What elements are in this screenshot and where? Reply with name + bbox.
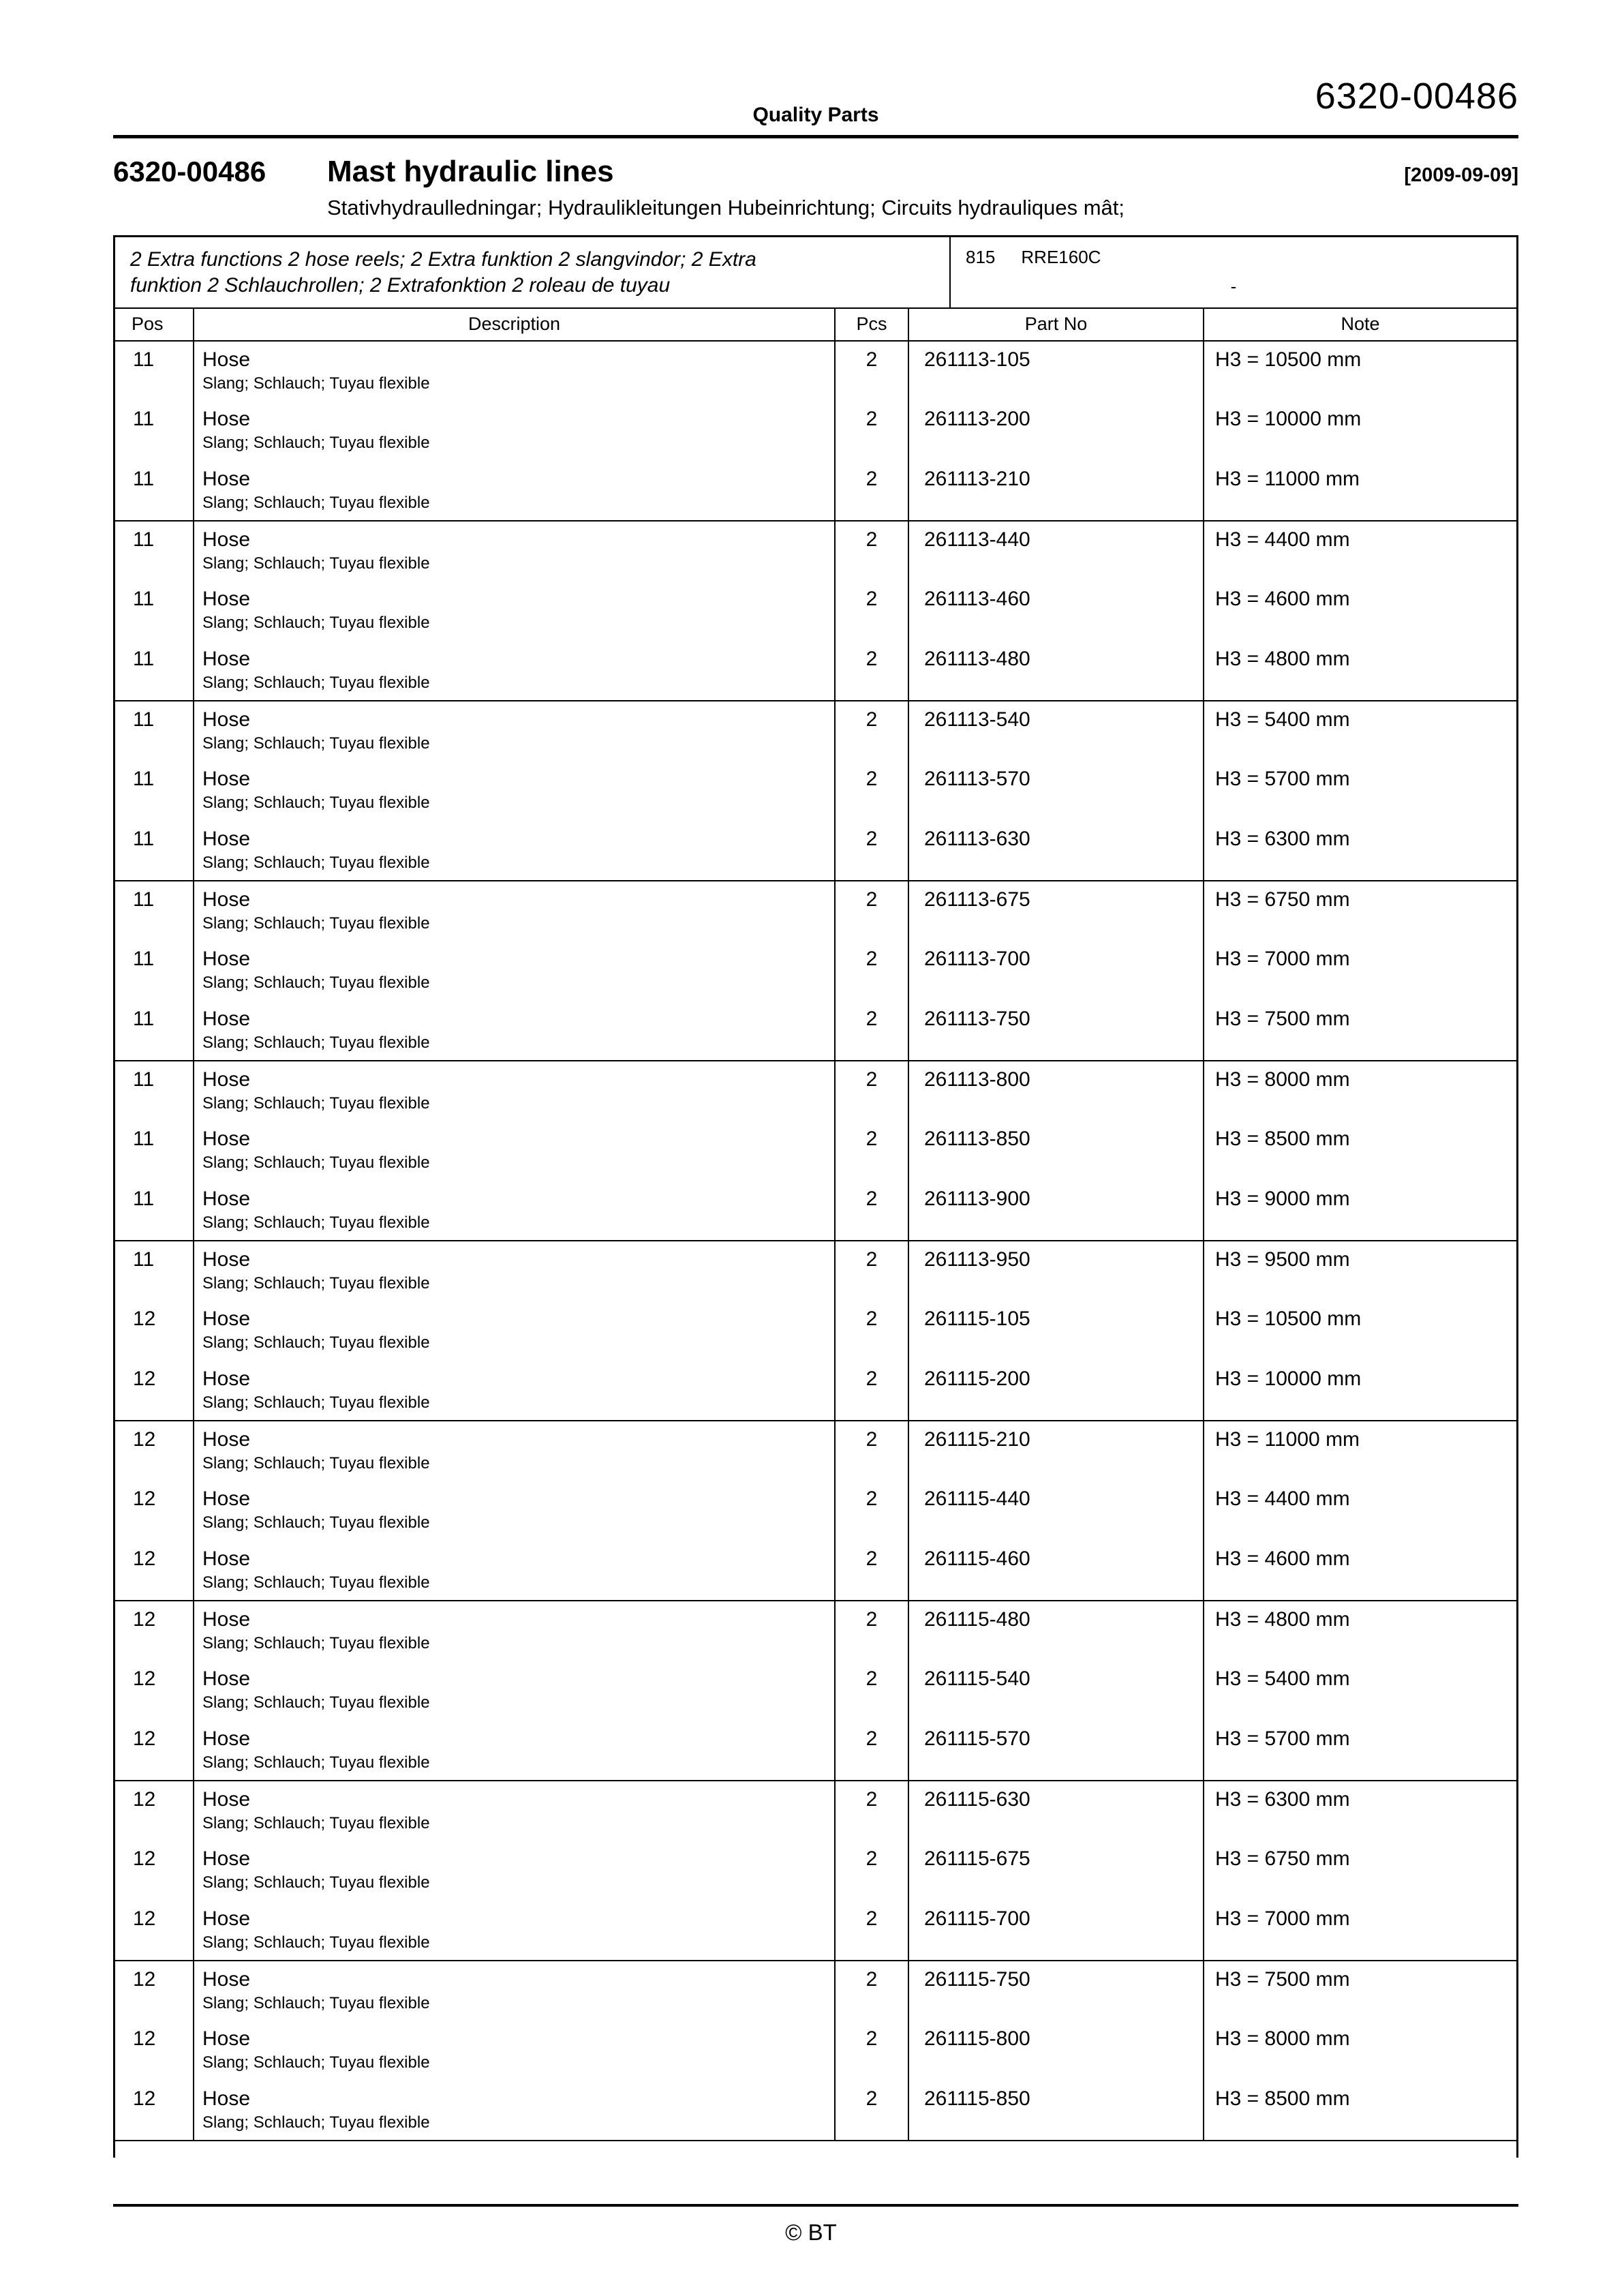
description-cell	[194, 581, 835, 641]
pcs-cell: 2	[835, 1421, 908, 1481]
table-row	[115, 1901, 1516, 1961]
description-main: Hose	[202, 708, 251, 731]
description-cell	[194, 1781, 835, 1841]
footer-copyright: © BT	[785, 2220, 837, 2245]
pcs-cell: 2	[835, 341, 908, 401]
pcs-cell: 2	[835, 521, 908, 581]
note-cell: H3 = 8000 mm	[1204, 1061, 1516, 1121]
note-cell: H3 = 5400 mm	[1204, 1661, 1516, 1721]
page-content	[113, 0, 1518, 2158]
table-cutoff	[115, 2141, 1516, 2158]
description-cell	[194, 761, 835, 821]
description-main: Hose	[202, 767, 251, 790]
description-sub: Slang; Schlauch; Tuyau flexible	[202, 1993, 430, 2012]
part-no-cell: 261115-630	[908, 1781, 1204, 1841]
description-cell	[194, 941, 835, 1001]
description-main: Hose	[202, 1547, 251, 1570]
table-row	[115, 941, 1516, 1001]
parts-table	[113, 235, 1518, 2158]
pos-cell: 11	[133, 348, 155, 371]
pcs-cell: 2	[835, 1841, 908, 1901]
description-sub: Slang; Schlauch; Tuyau flexible	[202, 913, 430, 933]
table-row	[115, 761, 1516, 821]
note-cell: H3 = 4400 mm	[1204, 1481, 1516, 1541]
note-cell: H3 = 7500 mm	[1204, 1001, 1516, 1061]
description-main: Hose	[202, 587, 251, 610]
part-no-cell: 261113-440	[908, 521, 1204, 581]
note-cell: H3 = 7500 mm	[1204, 1961, 1516, 2021]
description-sub: Slang; Schlauch; Tuyau flexible	[202, 1213, 430, 1232]
caption-line-2: funktion 2 Schlauchrollen; 2 Extrafonktion 2 roleau de tuyau	[130, 274, 671, 297]
table-row	[115, 2081, 1516, 2141]
model-cell	[951, 237, 1516, 307]
note-cell: H3 = 5700 mm	[1204, 1721, 1516, 1781]
pos-cell: 11	[133, 407, 155, 430]
description-cell	[194, 881, 835, 941]
description-cell	[194, 1361, 835, 1421]
description-cell	[194, 1061, 835, 1121]
pos-cell: 11	[115, 1001, 194, 1061]
description-sub: Slang; Schlauch; Tuyau flexible	[202, 493, 430, 512]
note-cell: H3 = 6300 mm	[1204, 1781, 1516, 1841]
pos-cell: 12	[133, 2027, 156, 2050]
description-cell	[194, 1241, 835, 1301]
table-row	[115, 881, 1516, 941]
description-sub: Slang; Schlauch; Tuyau flexible	[202, 433, 430, 452]
pos-cell: 12	[133, 1487, 156, 1510]
description-cell	[194, 401, 835, 461]
description-sub: Slang; Schlauch; Tuyau flexible	[202, 1393, 430, 1412]
description-sub: Slang; Schlauch; Tuyau flexible	[202, 1813, 430, 1832]
table-row	[115, 1541, 1516, 1601]
pos-cell: 12	[115, 1541, 194, 1601]
page-title: Mast hydraulic lines	[327, 155, 614, 188]
part-no-cell: 261115-460	[908, 1541, 1204, 1601]
description-sub: Slang; Schlauch; Tuyau flexible	[202, 1753, 430, 1772]
pcs-cell: 2	[835, 1001, 908, 1061]
description-main: Hose	[202, 1967, 251, 1991]
part-no-cell: 261113-570	[908, 761, 1204, 821]
pcs-cell: 2	[835, 2021, 908, 2081]
parts-grid	[115, 309, 1516, 2141]
description-main: Hose	[202, 2027, 251, 2050]
table-row	[115, 2021, 1516, 2081]
description-main: Hose	[202, 407, 251, 430]
header-center-title: Quality Parts	[752, 104, 879, 126]
note-cell: H3 = 6750 mm	[1204, 1841, 1516, 1901]
pcs-cell: 2	[835, 1901, 908, 1961]
col-header-pcs: Pcs	[835, 309, 908, 341]
note-cell: H3 = 4600 mm	[1204, 581, 1516, 641]
pos-cell: 11	[115, 1181, 194, 1241]
table-row	[115, 1961, 1516, 2021]
description-main: Hose	[202, 1187, 251, 1210]
part-no-cell: 261113-900	[908, 1181, 1204, 1241]
pcs-cell: 2	[835, 881, 908, 941]
pcs-cell: 2	[835, 401, 908, 461]
note-cell: H3 = 4800 mm	[1204, 1601, 1516, 1661]
note-cell: H3 = 8500 mm	[1204, 1121, 1516, 1181]
description-main: Hose	[202, 1787, 251, 1811]
description-main: Hose	[202, 1487, 251, 1510]
pos-cell: 12	[133, 1667, 156, 1690]
pcs-cell: 2	[835, 461, 908, 521]
part-no-cell: 261113-630	[908, 821, 1204, 881]
description-sub: Slang; Schlauch; Tuyau flexible	[202, 1093, 430, 1113]
note-cell: H3 = 5700 mm	[1204, 761, 1516, 821]
part-no-cell: 261115-210	[908, 1421, 1204, 1481]
table-caption-row	[115, 237, 1516, 309]
description-main: Hose	[202, 947, 251, 970]
table-row	[115, 401, 1516, 461]
part-no-cell: 261113-700	[908, 941, 1204, 1001]
table-row	[115, 821, 1516, 881]
part-no-cell: 261115-540	[908, 1661, 1204, 1721]
note-cell: H3 = 10000 mm	[1204, 401, 1516, 461]
description-cell	[194, 1721, 835, 1781]
note-cell: H3 = 9500 mm	[1204, 1241, 1516, 1301]
pos-cell: 11	[133, 1068, 155, 1091]
table-row	[115, 1601, 1516, 1661]
note-cell: H3 = 8500 mm	[1204, 2081, 1516, 2141]
header-rule	[113, 135, 1518, 138]
description-main: Hose	[202, 827, 251, 850]
part-no-cell: 261113-210	[908, 461, 1204, 521]
description-main: Hose	[202, 1428, 251, 1451]
pos-cell: 11	[133, 1248, 155, 1271]
pos-cell: 12	[133, 1607, 156, 1631]
description-cell	[194, 1661, 835, 1721]
pos-cell: 11	[133, 888, 155, 911]
pcs-cell: 2	[835, 941, 908, 1001]
description-main: Hose	[202, 1607, 251, 1631]
caption-line-1: 2 Extra functions 2 hose reels; 2 Extra funktion 2 slangvindor; 2 Extra	[130, 248, 756, 271]
description-sub: Slang; Schlauch; Tuyau flexible	[202, 1453, 430, 1472]
pos-cell: 11	[133, 1127, 155, 1150]
table-row	[115, 521, 1516, 581]
part-no-cell: 261113-750	[908, 1001, 1204, 1061]
pcs-cell: 2	[835, 1961, 908, 2021]
part-no-cell: 261115-570	[908, 1721, 1204, 1781]
part-no-cell: 261113-540	[908, 701, 1204, 761]
description-sub: Slang; Schlauch; Tuyau flexible	[202, 2113, 430, 2132]
part-no-cell: 261115-675	[908, 1841, 1204, 1901]
description-main: Hose	[202, 1007, 251, 1030]
note-cell: H3 = 6300 mm	[1204, 821, 1516, 881]
pcs-cell: 2	[835, 1061, 908, 1121]
revision-date: [2009-09-09]	[1404, 164, 1518, 186]
pos-cell: 12	[115, 1721, 194, 1781]
description-main: Hose	[202, 1248, 251, 1271]
table-row	[115, 1421, 1516, 1481]
note-cell: H3 = 4600 mm	[1204, 1541, 1516, 1601]
part-no-cell: 261115-480	[908, 1601, 1204, 1661]
description-sub: Slang; Schlauch; Tuyau flexible	[202, 554, 430, 573]
description-main: Hose	[202, 528, 251, 551]
col-header-part-no: Part No	[908, 309, 1204, 341]
description-sub: Slang; Schlauch; Tuyau flexible	[202, 1333, 430, 1352]
description-cell	[194, 1121, 835, 1181]
description-cell	[194, 1961, 835, 2021]
note-cell: H3 = 4400 mm	[1204, 521, 1516, 581]
part-no-cell: 261113-460	[908, 581, 1204, 641]
part-no-cell: 261115-750	[908, 1961, 1204, 2021]
part-no-cell: 261115-850	[908, 2081, 1204, 2141]
pcs-cell: 2	[835, 1361, 908, 1421]
model-variant: -	[1230, 276, 1237, 297]
pos-cell: 11	[133, 767, 155, 790]
description-main: Hose	[202, 1847, 251, 1870]
note-cell: H3 = 10000 mm	[1204, 1361, 1516, 1421]
pos-cell: 12	[133, 1307, 156, 1330]
col-header-pos: Pos	[115, 309, 194, 341]
table-row	[115, 1181, 1516, 1241]
pcs-cell: 2	[835, 821, 908, 881]
description-main: Hose	[202, 1667, 251, 1690]
description-main: Hose	[202, 348, 251, 371]
description-main: Hose	[202, 2087, 251, 2110]
part-no-cell: 261115-440	[908, 1481, 1204, 1541]
description-sub: Slang; Schlauch; Tuyau flexible	[202, 973, 430, 992]
description-cell	[194, 821, 835, 881]
table-header-row	[115, 309, 1516, 341]
description-cell	[194, 2081, 835, 2141]
model-name: RRE160C	[1021, 247, 1101, 267]
description-sub: Slang; Schlauch; Tuyau flexible	[202, 2053, 430, 2072]
description-cell	[194, 341, 835, 401]
description-main: Hose	[202, 1727, 251, 1750]
table-row	[115, 1241, 1516, 1301]
description-main: Hose	[202, 1307, 251, 1330]
note-cell: H3 = 8000 mm	[1204, 2021, 1516, 2081]
part-no-cell: 261113-850	[908, 1121, 1204, 1181]
pos-cell: 11	[115, 641, 194, 701]
description-main: Hose	[202, 467, 251, 490]
table-row	[115, 1481, 1516, 1541]
description-sub: Slang; Schlauch; Tuyau flexible	[202, 374, 430, 393]
description-cell	[194, 641, 835, 701]
pcs-cell: 2	[835, 1301, 908, 1361]
description-cell	[194, 1481, 835, 1541]
description-sub: Slang; Schlauch; Tuyau flexible	[202, 734, 430, 753]
note-cell: H3 = 4800 mm	[1204, 641, 1516, 701]
description-cell	[194, 1301, 835, 1361]
pos-cell: 12	[115, 1901, 194, 1961]
description-sub: Slang; Schlauch; Tuyau flexible	[202, 1693, 430, 1712]
pcs-cell: 2	[835, 1661, 908, 1721]
title-row	[113, 155, 1518, 189]
pcs-cell: 2	[835, 1721, 908, 1781]
note-cell: H3 = 7000 mm	[1204, 941, 1516, 1001]
pos-cell: 12	[115, 2081, 194, 2141]
description-cell	[194, 1421, 835, 1481]
table-row	[115, 1061, 1516, 1121]
description-cell	[194, 1181, 835, 1241]
description-main: Hose	[202, 1907, 251, 1930]
pcs-cell: 2	[835, 701, 908, 761]
pos-cell: 12	[133, 1847, 156, 1870]
doc-number: 6320-00486	[113, 155, 266, 187]
pos-cell: 11	[115, 461, 194, 521]
header-doc-number: 6320-00486	[1315, 76, 1518, 117]
table-row	[115, 1721, 1516, 1781]
note-cell: H3 = 6750 mm	[1204, 881, 1516, 941]
running-header	[113, 0, 1518, 135]
pcs-cell: 2	[835, 2081, 908, 2141]
table-row	[115, 641, 1516, 701]
pos-cell: 12	[133, 1967, 156, 1991]
description-sub: Slang; Schlauch; Tuyau flexible	[202, 1933, 430, 1952]
pcs-cell: 2	[835, 1481, 908, 1541]
part-no-cell: 261113-950	[908, 1241, 1204, 1301]
footer-rule	[113, 2204, 1518, 2207]
description-main: Hose	[202, 1068, 251, 1091]
parts-table-body	[115, 341, 1516, 2141]
description-sub: Slang; Schlauch; Tuyau flexible	[202, 853, 430, 872]
pcs-cell: 2	[835, 761, 908, 821]
part-no-cell: 261113-480	[908, 641, 1204, 701]
part-no-cell: 261115-800	[908, 2021, 1204, 2081]
model-line	[951, 247, 1516, 268]
description-main: Hose	[202, 1127, 251, 1150]
description-cell	[194, 1841, 835, 1901]
description-sub: Slang; Schlauch; Tuyau flexible	[202, 613, 430, 632]
pos-cell: 11	[133, 708, 155, 731]
description-cell	[194, 701, 835, 761]
pos-cell: 11	[133, 947, 155, 970]
description-sub: Slang; Schlauch; Tuyau flexible	[202, 673, 430, 692]
description-sub: Slang; Schlauch; Tuyau flexible	[202, 1513, 430, 1532]
table-row	[115, 1001, 1516, 1061]
table-row	[115, 341, 1516, 401]
description-sub: Slang; Schlauch; Tuyau flexible	[202, 1273, 430, 1293]
table-row	[115, 581, 1516, 641]
note-cell: H3 = 7000 mm	[1204, 1901, 1516, 1961]
table-row	[115, 1841, 1516, 1901]
description-cell	[194, 1901, 835, 1961]
page-subtitle: Stativhydraulledningar; Hydraulikleitungen Hubeinrichtung; Circuits hydrauliques mât;	[327, 196, 1125, 220]
description-sub: Slang; Schlauch; Tuyau flexible	[202, 793, 430, 812]
pos-cell: 12	[115, 1361, 194, 1421]
note-cell: H3 = 11000 mm	[1204, 1421, 1516, 1481]
part-no-cell: 261113-800	[908, 1061, 1204, 1121]
part-no-cell: 261115-700	[908, 1901, 1204, 1961]
part-no-cell: 261113-105	[908, 341, 1204, 401]
part-no-cell: 261115-200	[908, 1361, 1204, 1421]
table-row	[115, 1781, 1516, 1841]
table-row	[115, 1661, 1516, 1721]
description-cell	[194, 521, 835, 581]
pcs-cell: 2	[835, 1121, 908, 1181]
pos-cell: 11	[133, 528, 155, 551]
table-row	[115, 1121, 1516, 1181]
pcs-cell: 2	[835, 1781, 908, 1841]
description-sub: Slang; Schlauch; Tuyau flexible	[202, 1153, 430, 1172]
table-row	[115, 1301, 1516, 1361]
description-sub: Slang; Schlauch; Tuyau flexible	[202, 1633, 430, 1652]
description-sub: Slang; Schlauch; Tuyau flexible	[202, 1573, 430, 1592]
note-cell: H3 = 9000 mm	[1204, 1181, 1516, 1241]
pos-cell: 12	[133, 1428, 156, 1451]
description-main: Hose	[202, 647, 251, 670]
pos-cell: 11	[133, 587, 155, 610]
table-row	[115, 701, 1516, 761]
table-caption	[115, 237, 951, 307]
description-sub: Slang; Schlauch; Tuyau flexible	[202, 1033, 430, 1052]
part-no-cell: 261115-105	[908, 1301, 1204, 1361]
description-cell	[194, 1001, 835, 1061]
part-no-cell: 261113-675	[908, 881, 1204, 941]
note-cell: H3 = 5400 mm	[1204, 701, 1516, 761]
pcs-cell: 2	[835, 1541, 908, 1601]
pcs-cell: 2	[835, 1601, 908, 1661]
pos-cell: 12	[133, 1787, 156, 1811]
description-cell	[194, 1541, 835, 1601]
description-cell	[194, 461, 835, 521]
note-cell: H3 = 10500 mm	[1204, 341, 1516, 401]
table-row	[115, 461, 1516, 521]
pcs-cell: 2	[835, 641, 908, 701]
pcs-cell: 2	[835, 581, 908, 641]
col-header-note: Note	[1204, 309, 1516, 341]
pos-cell: 11	[115, 821, 194, 881]
col-header-description: Description	[194, 309, 835, 341]
description-cell	[194, 2021, 835, 2081]
model-code: 815	[966, 247, 996, 267]
table-row	[115, 1361, 1516, 1421]
pcs-cell: 2	[835, 1241, 908, 1301]
description-cell	[194, 1601, 835, 1661]
description-sub: Slang; Schlauch; Tuyau flexible	[202, 1873, 430, 1892]
note-cell: H3 = 11000 mm	[1204, 461, 1516, 521]
description-main: Hose	[202, 1367, 251, 1390]
part-no-cell: 261113-200	[908, 401, 1204, 461]
pcs-cell: 2	[835, 1181, 908, 1241]
description-main: Hose	[202, 888, 251, 911]
note-cell: H3 = 10500 mm	[1204, 1301, 1516, 1361]
